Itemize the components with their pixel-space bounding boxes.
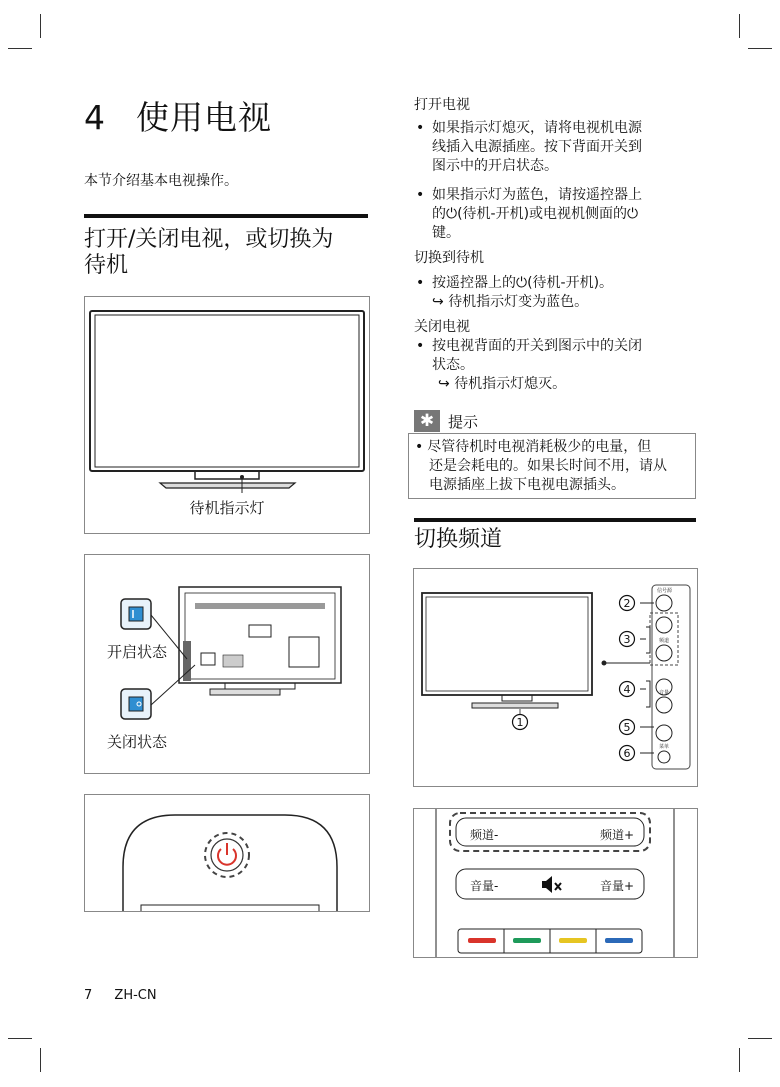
crop-mark [40,14,41,38]
remote-keys-illustration [414,809,697,957]
section-rule [84,214,368,218]
remote-keys-figure [413,808,698,958]
callout-3: 3 [623,633,631,646]
blue-key [605,938,633,943]
page-footer [84,988,157,1003]
standby-heading: 切换到待机 [414,250,484,266]
section-title [84,227,333,279]
channel-plus-label: 频道+ [600,828,635,842]
callout-1: 1 [516,716,524,729]
turn-on-list [414,119,704,243]
tip-text: • 尽管待机时电视消耗极少的电量，但 还是会耗电的。如果长时间不用，请从 电源插座上拔下电视电源插头。 [415,439,667,493]
side-label-channel: 频道 [659,638,670,644]
callout-6: 6 [623,747,631,760]
switch-off-label: 关闭状态 [107,733,168,751]
chapter-number: 4 [84,98,106,137]
turn-off-list [414,337,704,394]
tv-back-figure [84,554,370,774]
crop-mark [739,1048,740,1072]
crop-mark [8,48,32,49]
standby-list [414,274,704,312]
turn-on-item-2: • 如果指示灯为蓝色，请按遥控器上 的⏻(待机-开机)或电视机侧面的⏻ 键。 [414,186,704,243]
section-rule [414,518,696,522]
standby-item-1: • 按遥控器上的⏻(待机-开机)。 ↪ 待机指示灯变为蓝色。 [414,274,704,312]
tip-box [408,433,696,499]
section-title-channels: 切换频道 [414,527,503,552]
tip-header [414,410,478,432]
standby-result: ↪ 待机指示灯变为蓝色。 [432,294,589,310]
green-key [513,938,541,943]
asterisk-icon: ✱ [414,410,440,432]
tip-title: 提示 [448,412,479,431]
callout-5: 5 [623,721,631,734]
turn-on-heading: 打开电视 [414,97,470,113]
channel-minus-label: 频道- [470,828,499,842]
remote-power-figure [84,794,370,912]
remote-top-illustration [85,795,369,911]
callout-4: 4 [623,683,631,696]
volume-minus-label: 音量- [470,879,499,893]
crop-mark [748,48,772,49]
crop-mark [748,1038,772,1039]
turn-on-item-1: • 如果指示灯熄灭，请将电视机电源 线插入电源插座。按下背面开关到 图示中的开启状态。 [414,119,704,176]
crop-mark [739,14,740,38]
turn-off-item-1: • 按电视背面的开关到图示中的关闭 状态。 ↪ 待机指示灯熄灭。 [414,337,704,394]
callout-2: 2 [623,597,631,610]
result-arrow-icon: ↪ [438,376,455,392]
turn-off-result: ↪ 待机指示灯熄灭。 [438,376,567,392]
switch-on-label: 开启状态 [107,643,168,661]
section-title-line2: 待机 [84,253,129,278]
page-number: 7 [84,988,93,1003]
standby-indicator-label: 待机指示灯 [189,499,265,517]
tv-side-illustration [414,569,697,786]
result-arrow-icon: ↪ [432,294,449,310]
volume-plus-label: 音量+ [600,879,635,893]
intro-text: 本节介绍基本电视操作。 [84,173,238,189]
yellow-key [559,938,587,943]
instructions-column [414,96,704,400]
side-label-source: 信号源 [657,588,673,594]
crop-mark [40,1048,41,1072]
red-key [468,938,496,943]
side-label-volume: 音量 [659,690,670,696]
chapter-title-text: 使用电视 [136,98,272,137]
section-title-line1: 打开/关闭电视，或切换为 [84,227,334,252]
chapter-title [84,92,272,139]
tv-side-buttons-figure [413,568,698,787]
tv-front-figure [84,296,370,534]
crop-mark [8,1038,32,1039]
turn-off-heading: 关闭电视 [414,319,470,335]
side-label-menu: 菜单 [659,744,670,750]
language-code: ZH-CN [114,988,157,1003]
